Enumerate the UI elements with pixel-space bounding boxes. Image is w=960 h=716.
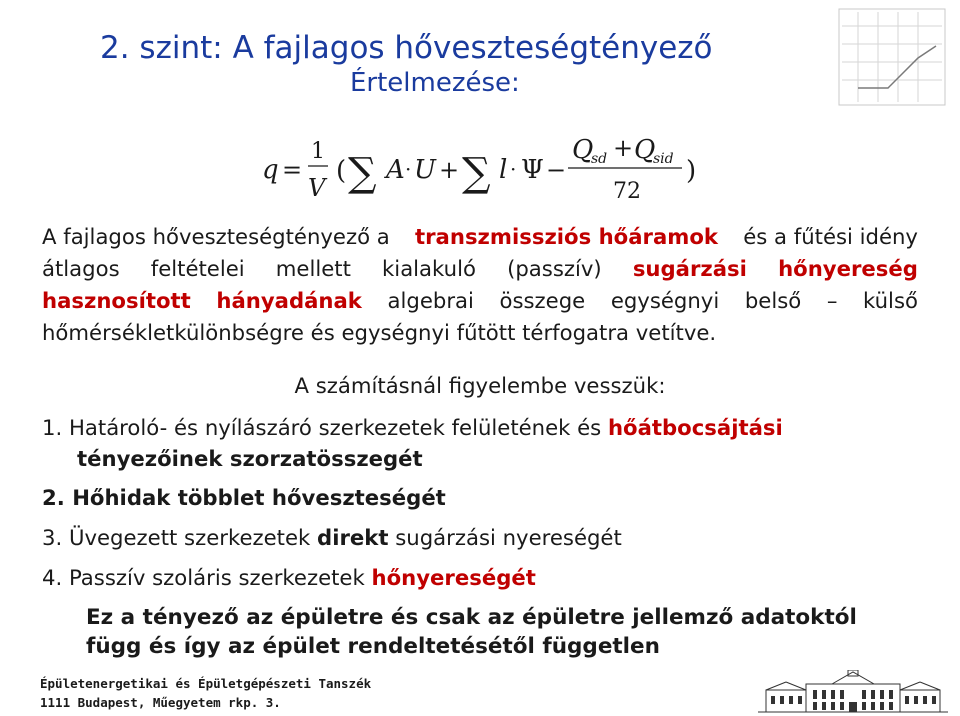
list-item-4 (42, 565, 536, 590)
paragraph-phrase: külső (863, 288, 918, 313)
list-item-1-continuation: tényezőinek szorzatösszegét (77, 446, 423, 471)
formula-sid-sub: sid (653, 151, 674, 167)
formula-dot-1: · (405, 157, 412, 181)
summary-statement: Ez a tényező az épületre és csak az épületre jellemző adatoktól függ és így az épület rendeltetésétől független (86, 605, 857, 659)
highlighted-phrase: sugárzási (632, 256, 747, 281)
formula-dot-2: · (510, 157, 517, 181)
list-item-bold: direkt (317, 525, 389, 550)
formula-numerator: 1 (311, 139, 325, 164)
slide-title: 2. szint: A fajlagos hőveszteségtényező (100, 30, 713, 66)
heat-loss-formula (250, 128, 710, 208)
list-item-3 (42, 525, 622, 550)
list-item-1 (42, 415, 783, 440)
paragraph-phrase: átlagos (42, 256, 120, 281)
formula-close-paren: ) (686, 156, 697, 186)
definition-paragraph (42, 224, 918, 352)
list-item-rest: sugárzási nyereségét (395, 525, 622, 550)
paragraph-line (42, 224, 918, 256)
paragraph-phrase: hőmérsékletkülönbségre és egységnyi fűtött térfogatra vetítve. (42, 320, 717, 345)
paragraph-phrase: és a fűtési idény (743, 224, 918, 249)
paragraph-phrase: belső (744, 288, 802, 313)
list-item-2 (42, 485, 446, 510)
formula-a: A (386, 155, 405, 185)
list-item-highlight: hőátbocsájtási (607, 415, 783, 440)
highlighted-phrase: transzmissziós hőáramok (414, 224, 718, 249)
formula-open-paren: ( (336, 156, 347, 186)
formula-denominator-v: V (308, 174, 326, 202)
paragraph-phrase: egységnyi (610, 288, 720, 313)
formula-plus: + (439, 156, 460, 184)
chart-thumbnail-icon (838, 8, 946, 106)
list-item-number: 4. (42, 565, 63, 590)
list-item-text: Passzív szoláris szerkezetek (68, 565, 365, 590)
list-item-text: Határoló- és nyílászáró szerkezetek felületének és (68, 415, 602, 440)
highlighted-phrase: hőnyereség (778, 256, 918, 281)
paragraph-phrase: (passzív) (507, 256, 602, 281)
list-item-number: 1. (42, 415, 63, 440)
list-item-text: Üvegezett szerkezetek (68, 525, 311, 550)
paragraph-phrase: feltételei (150, 256, 245, 281)
formula-q-sid: Q (634, 135, 656, 165)
formula-u: U (414, 155, 436, 185)
footer-department: Épületenergetikai és Épületgépészeti Tanszék (40, 676, 372, 691)
paragraph-phrase: – (826, 288, 838, 313)
formula-psi: Ψ (521, 155, 544, 185)
list-item-text: Hőhidak többlet hőveszteségét (72, 485, 446, 510)
formula-l: l (499, 155, 508, 185)
paragraph-phrase: kialakuló (382, 256, 476, 281)
formula-q: q (262, 155, 279, 185)
paragraph-phrase: A fajlagos hőveszteségtényező a (42, 224, 390, 249)
footer-address: 1111 Budapest, Műegyetem rkp. 3. (40, 695, 281, 710)
formula-minus: − (546, 156, 567, 184)
list-item-highlight: hőnyereségét (371, 565, 536, 590)
formula-sum-2: ∑ (462, 150, 491, 196)
formula-q-sd: Q (572, 135, 594, 165)
list-item-number: 2. (42, 485, 65, 510)
paragraph-phrase: mellett (275, 256, 351, 281)
university-building-logo (758, 670, 948, 714)
formula-72: 72 (613, 179, 641, 204)
paragraph-line (42, 320, 918, 352)
highlighted-phrase: hányadának (216, 288, 362, 313)
paragraph-line (42, 256, 918, 288)
formula-plus-2: + (613, 134, 634, 162)
slide-subtitle: Értelmezése: (350, 68, 520, 98)
paragraph-phrase: algebrai (387, 288, 474, 313)
formula-equals: = (282, 156, 303, 184)
calculation-note: A számításnál figyelembe vesszük: (294, 373, 666, 398)
paragraph-line (42, 288, 918, 320)
highlighted-phrase: hasznosított (42, 288, 191, 313)
paragraph-phrase: összege (499, 288, 586, 313)
list-item-number: 3. (42, 525, 63, 550)
formula-sd-sub: sd (591, 151, 608, 167)
formula-sum-1: ∑ (348, 150, 377, 196)
